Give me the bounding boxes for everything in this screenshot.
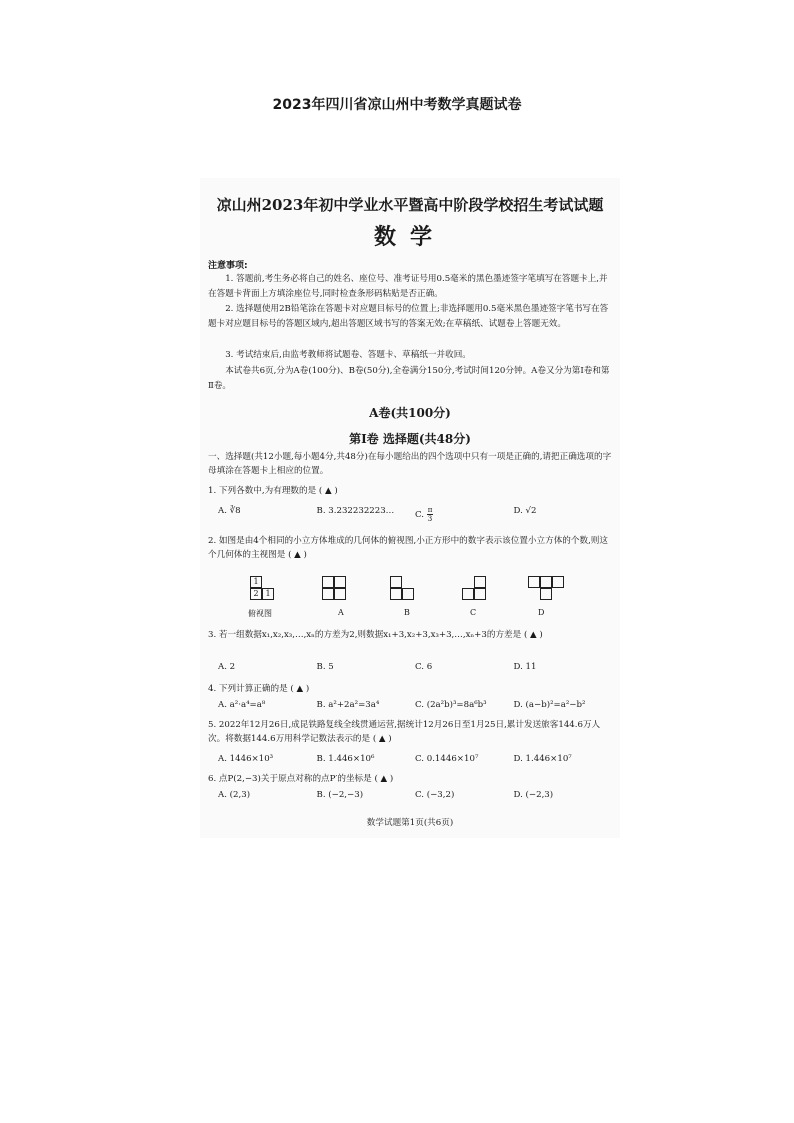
question-1-stem: 1. 下列各数中,为有理数的是 ( ▲ ) [208,486,338,496]
figure-label-c: C [470,608,477,617]
question-5-options [218,754,612,764]
q3-option-d: D. 11 [513,662,537,672]
notice-item-3: 3. 考试结束后,由监考教师将试题卷、答题卡、草稿纸一并收回。 [225,350,471,360]
question-5-stem: 5. 2022年12月26日,成昆铁路复线全线贯通运营,据统计12月26日至1月25日,累计发送旅客144.6万人次。将数据144.6万用科学记数法表示的是 ( ▲ ) [208,720,601,744]
question-3-stem: 3. 若一组数据x₁,x₂,x₃,…,xₙ的方差为2,则数据x₁+3,x₂+3,x₃+3,…,xₙ+3的方差是 ( ▲ ) [208,630,543,640]
q5-option-a: A. 1446×10³ [218,754,274,764]
figure-label-a: A [338,608,344,617]
q4-option-d: D. (a−b)²=a²−b² [513,700,586,710]
q3-option-b: B. 5 [316,662,334,672]
page-footer: 数学试题第1页(共6页) [366,818,454,828]
question-4-options [218,700,612,710]
notice-item-2: 2. 选择题使用2B铅笔涂在答题卡对应题目标号的位置上;非选择题用0.5毫米黑色墨迹签字笔书写在答题卡对应题目标号的答题区域内,超出答题区域书写的答案无效;在草稿纸、试题卷上答题无效。 [208,304,609,329]
q5-option-c: C. 0.1446×10⁷ [415,754,479,764]
q1-c-denominator: 3 [427,515,433,523]
question-3-options [218,662,612,672]
scanned-exam-page [200,178,620,838]
top-view-label: 俯视图 [248,609,272,618]
question-1-options [218,506,612,523]
document-title: 2023年四川省凉山州中考数学真题试卷 [272,97,522,113]
figure-label-d: D [538,608,545,617]
notice-item-1: 1. 答题前,考生务必将自己的姓名、座位号、准考证号用0.5毫米的黑色墨迹签字笔填写在答题卡上,并在答题卡背面上方填涂座位号,同时检查条形码粘贴是否正确。 [208,274,608,299]
q1-option-a: A. ∛8 [218,506,241,516]
option-a-figure [322,576,346,600]
q1-c-numerator: π [427,506,433,514]
question-2-stem: 2. 如图是由4个相同的小立方体堆成的几何体的俯视图,小正方形中的数字表示该位置小立方体的个数,则这个几何体的主视图是 ( ▲ ) [208,536,608,560]
figure-label-b: B [404,608,410,617]
exam-intro: 本试卷共6页,分为A卷(100分)、B卷(50分),全卷满分150分,考试时间120分钟。A卷又分为第Ⅰ卷和第Ⅱ卷。 [208,366,610,391]
notice-heading: 注意事项: [208,261,248,271]
part1-instructions: 一、选择题(共12小题,每小题4分,共48分)在每小题给出的四个选项中只有一项是正确的,请把正确选项的字母填涂在答题卡上相应的位置。 [208,452,612,476]
top-view-cell: 1 [262,588,274,600]
q5-option-d: D. 1.446×10⁷ [513,754,572,764]
top-view-cell: 2 [250,588,262,600]
option-c-figure [462,576,486,600]
q3-option-a: A. 2 [218,662,236,672]
top-view-figure [250,576,274,600]
option-b-figure [390,576,414,600]
q5-option-b: B. 1.446×10⁶ [316,754,375,764]
exam-title: 凉山州2023年初中学业水平暨高中阶段学校招生考试试题 [216,196,604,214]
question-4-stem: 4. 下列计算正确的是 ( ▲ ) [208,684,310,694]
q6-option-a: A. (2,3) [218,790,251,800]
q4-option-a: A. a²·a⁴=a⁸ [218,700,266,710]
section-a-heading: A卷(共100分) [369,406,451,420]
option-d-figure [528,576,564,600]
exam-subject: 数学 [373,224,446,250]
q6-option-d: D. (−2,3) [513,790,554,800]
section-1-heading: 第Ⅰ卷 选择题(共48分) [349,432,471,446]
q1-option-b: B. 3.232232223… [316,506,395,516]
question-6-options [218,790,612,800]
q4-option-c: C. (2a²b)³=8a⁶b³ [415,700,487,710]
q6-option-b: B. (−2,−3) [316,790,364,800]
q1-option-c: C. $\frac{\pi}{3}$ [415,506,433,523]
q6-option-c: C. (−3,2) [415,790,455,800]
q4-option-b: B. a²+2a²=3a⁴ [316,700,380,710]
top-view-cell: 1 [250,576,262,588]
question-6-stem: 6. 点P(2,−3)关于原点对称的点P′的坐标是 ( ▲ ) [208,774,394,784]
q3-option-c: C. 6 [415,662,433,672]
q1-option-d: D. √2 [513,506,537,516]
